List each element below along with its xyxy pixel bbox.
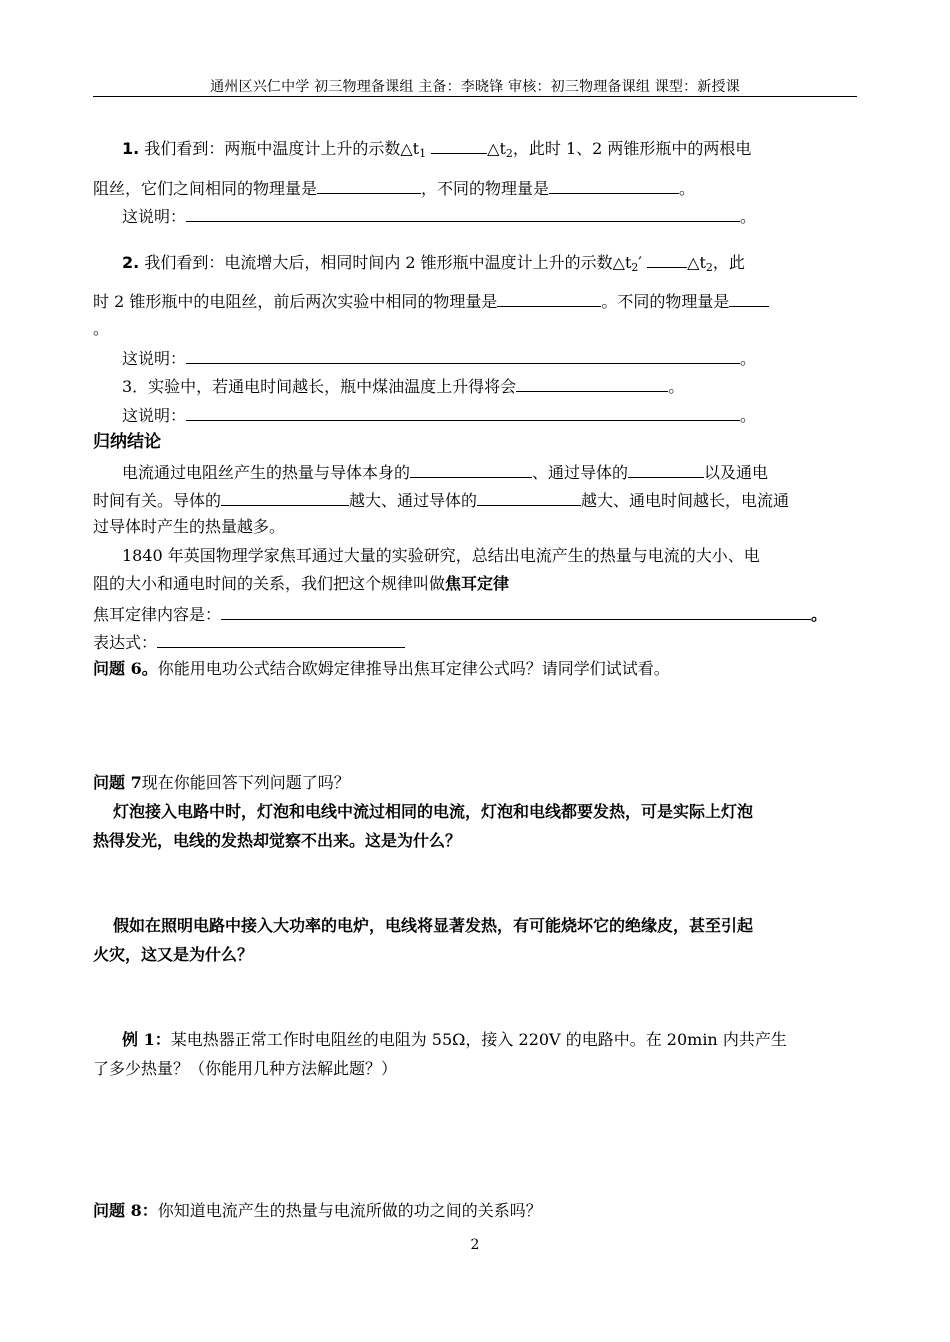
question-1-sub-2: 2 (505, 147, 513, 160)
question-3-explain-blank[interactable] (186, 404, 740, 421)
question-2-line-3: 。 (93, 319, 110, 338)
question-1-line-1 (122, 137, 751, 164)
question-2-explain-end: 。 (740, 349, 757, 368)
question-1-text-c: ，此时 1、2 两锥形瓶中的两根电 (512, 139, 752, 158)
joule-paragraph-text: 阻的大小和通电时间的关系，我们把这个规律叫做 (93, 574, 446, 593)
joule-law-blank[interactable] (221, 603, 811, 620)
question-8 (93, 1201, 542, 1221)
question-1-blank-1[interactable] (431, 137, 487, 154)
question-2-blank-3[interactable] (729, 290, 769, 307)
joule-law-end: 。 (811, 605, 828, 624)
conclusion-blank-4[interactable] (477, 489, 581, 506)
question-2-text-c: ，此 (712, 253, 745, 272)
page-header: 通州区兴仁中学 初三物理备课组 主备：李晓锋 审核：初三物理备课组 课型：新授课 (210, 79, 740, 95)
question-1-explain-end: 。 (740, 207, 757, 226)
question-1-line-2 (93, 177, 695, 199)
conclusion-line-3: 过导体时产生的热量越多。 (93, 517, 286, 536)
example-1-text: 某电热器正常工作时电阻丝的电阻为 55Ω，接入 220V 的电路中。在 20min 内共产生 (170, 1030, 787, 1049)
conclusion-l2b: 越大、通过导体的 (349, 491, 478, 510)
formula-blank[interactable] (157, 631, 405, 648)
question-1-text-b: △t (487, 139, 506, 158)
conclusion-heading: 归纳结论 (93, 432, 161, 452)
formula-line (93, 631, 405, 653)
conclusion-l2a: 时间有关。导体的 (93, 491, 222, 510)
question-7-text: 现在你能回答下列问题了吗？ (141, 773, 350, 792)
conclusion-l1b: 、通过导体的 (532, 463, 629, 482)
page-number: 2 (470, 1237, 480, 1253)
question-1-blank-2[interactable] (317, 177, 421, 194)
question-8-text: 你知道电流产生的热量与电流所做的功之间的关系吗？ (157, 1201, 542, 1220)
formula-label: 表达式： (93, 633, 158, 652)
question-3-explain-label: 这说明： (122, 406, 187, 425)
question-2-blank-2[interactable] (497, 290, 601, 307)
question-2-line-1 (122, 251, 745, 278)
question-2-number: 2. (122, 253, 140, 272)
question-2-explain (122, 347, 756, 369)
question-3-end: 。 (668, 377, 685, 396)
question-1-text-a: 我们看到：两瓶中温度计上升的示数△t (144, 139, 420, 158)
conclusion-line-1 (122, 461, 768, 483)
joule-law-term: 焦耳定律 (445, 574, 510, 593)
question-1-explain-blank[interactable] (186, 205, 740, 222)
question-7-label: 问题 7 (93, 773, 142, 792)
question-1-explain (122, 205, 756, 227)
conclusion-blank-2[interactable] (628, 461, 704, 478)
conclusion-blank-1[interactable] (410, 461, 532, 478)
conclusion-blank-3[interactable] (221, 489, 349, 506)
example-1-line-2: 了多少热量？（你能用几种方法解此题？） (93, 1059, 398, 1078)
question-7-paragraph-2-line-1: 假如在照明电路中接入大功率的电炉，电线将显著发热，有可能烧坏它的绝缘皮，甚至引起 (113, 916, 754, 935)
question-2-blank-1[interactable] (647, 251, 687, 268)
question-2-line-2a: 时 2 锥形瓶中的电阻丝，前后两次实验中相同的物理量是 (93, 292, 498, 311)
question-6 (93, 659, 670, 679)
question-1-number: 1. (122, 139, 140, 158)
question-2-line-2b: 。不同的物理量是 (601, 292, 730, 311)
question-2-text-a: 我们看到：电流增大后，相同时间内 2 锥形瓶中温度计上升的示数△t (144, 253, 632, 272)
joule-paragraph-line-1: 1840 年英国物理学家焦耳通过大量的实验研究，总结出电流产生的热量与电流的大小、电 (122, 546, 760, 565)
joule-paragraph-line-2 (93, 574, 509, 594)
question-1-line-2b: ，不同的物理量是 (421, 179, 550, 198)
question-6-text: 你能用电功公式结合欧姆定律推导出焦耳定律公式吗？请同学们试试看。 (157, 659, 670, 678)
question-7-paragraph-2-line-2: 火灾，这又是为什么？ (93, 945, 254, 964)
question-7 (93, 773, 350, 793)
question-1-blank-3[interactable] (549, 177, 679, 194)
question-1-sub-1: 1 (419, 147, 427, 160)
joule-law-content (93, 603, 827, 625)
conclusion-l2c: 越大、通电时间越长，电流通 (581, 491, 790, 510)
question-2-explain-label: 这说明： (122, 349, 187, 368)
question-2-line-2 (93, 290, 769, 312)
question-7-paragraph-1-line-1: 灯泡接入电路中时，灯泡和电线中流过相同的电流，灯泡和电线都要发热，可是实际上灯泡 (113, 802, 754, 821)
question-3-blank[interactable] (516, 375, 668, 392)
example-1-line-1 (122, 1030, 787, 1050)
conclusion-line-2 (93, 489, 789, 511)
conclusion-l1c: 以及通电 (704, 463, 769, 482)
conclusion-l1a: 电流通过电阻丝产生的热量与导体本身的 (122, 463, 411, 482)
question-2-explain-blank[interactable] (186, 347, 740, 364)
question-3-explain-end: 。 (740, 406, 757, 425)
question-3-line-1 (122, 375, 684, 397)
question-3-explain (122, 404, 756, 426)
joule-law-label: 焦耳定律内容是： (93, 605, 222, 624)
header-rule (93, 96, 857, 97)
question-1-explain-label: 这说明： (122, 207, 187, 226)
question-3-text: 3．实验中，若通电时间越长，瓶中煤油温度上升得将会 (122, 377, 517, 396)
question-1-line-2a: 阻丝，它们之间相同的物理量是 (93, 179, 318, 198)
question-1-line-2c: 。 (679, 179, 696, 198)
question-7-paragraph-1-line-2: 热得发光，电线的发热却觉察不出来。这是为什么？ (93, 831, 462, 850)
question-6-label: 问题 6。 (93, 659, 158, 678)
question-2-text-b: △t (687, 253, 706, 272)
question-2-prime: ′ (638, 253, 643, 272)
question-2-sub-1: 2 (631, 261, 639, 274)
question-2-sub-2: 2 (705, 261, 713, 274)
question-8-label: 问题 8： (93, 1201, 158, 1220)
example-1-label: 例 1： (122, 1030, 171, 1049)
